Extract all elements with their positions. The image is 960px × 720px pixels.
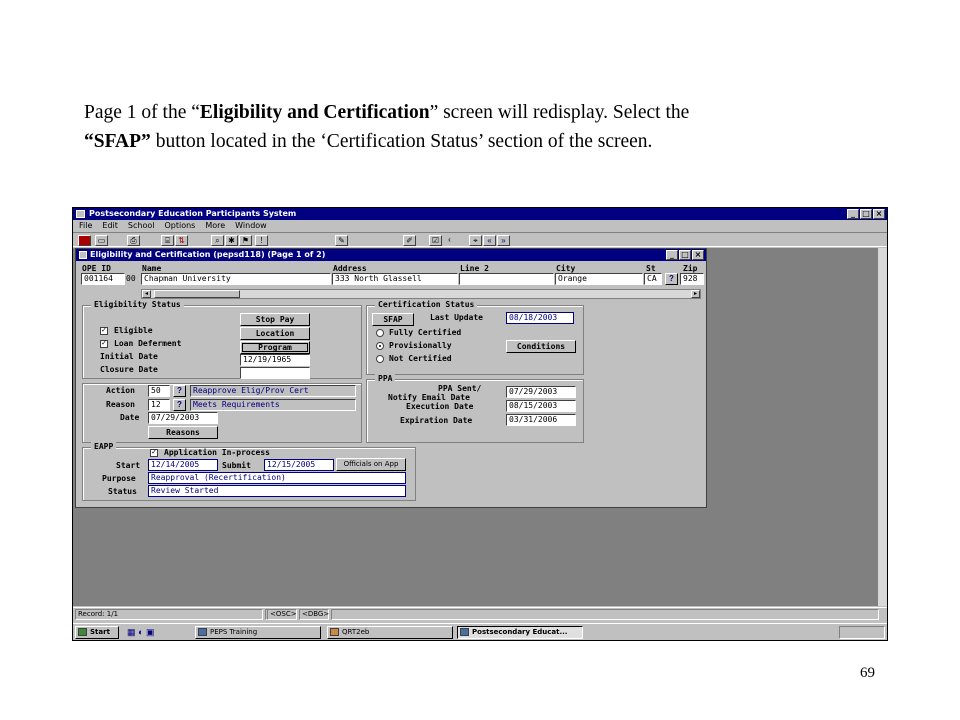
caption-text: button located in the ‘Certification Status’ section of the screen.	[150, 131, 653, 152]
form-title-bar	[76, 249, 706, 261]
instruction-caption	[84, 98, 884, 156]
taskbar-item-label: Postsecondary Educat...	[472, 628, 568, 636]
window-icon	[460, 628, 469, 636]
dbg-indicator: <DBG>	[299, 609, 329, 620]
page-number: 69	[860, 665, 875, 681]
location-button[interactable]: Location	[240, 327, 310, 340]
eligibility-status-title: Eligibility Status	[91, 300, 184, 310]
certification-status-title: Certification Status	[375, 300, 477, 310]
expiration-date-label: Expiration Date	[400, 416, 473, 425]
not-certified-label: Not Certified	[389, 354, 452, 363]
form-maximize-button[interactable]: □	[679, 250, 691, 260]
expiration-date-field[interactable]: 03/31/2006	[506, 414, 576, 426]
city-label: City	[556, 264, 576, 273]
not-certified-radio[interactable]	[376, 355, 384, 363]
ope-id-label: OPE ID	[82, 264, 111, 273]
form-minimize-button[interactable]: _	[666, 250, 678, 260]
app-title-bar	[73, 208, 887, 220]
pencil-icon[interactable]: ✐	[403, 235, 416, 246]
status-bar	[73, 607, 887, 621]
start-button[interactable]	[75, 626, 119, 639]
action-lookup-button[interactable]: ?	[173, 385, 186, 397]
menu-bar	[73, 220, 887, 232]
state-field[interactable]: CA	[644, 273, 662, 285]
search-icon[interactable]: ⌕	[211, 235, 224, 246]
zip-label: Zip	[683, 264, 698, 273]
reason-lookup-button[interactable]: ?	[173, 399, 186, 411]
menu-file[interactable]: File	[79, 221, 93, 230]
back-small-icon[interactable]: ‹	[448, 235, 451, 244]
loan-deferment-label: Loan Deferment	[114, 339, 182, 348]
purpose-label: Purpose	[102, 474, 136, 483]
status-field[interactable]: Review Started	[148, 485, 406, 497]
initial-date-label: Initial Date	[100, 352, 158, 361]
windows-logo-icon	[78, 628, 87, 636]
name-label: Name	[142, 264, 162, 273]
maximize-button[interactable]: □	[860, 209, 872, 219]
lookup-icon[interactable]: ⌖	[469, 235, 482, 246]
ope-suffix: 00	[126, 274, 136, 283]
reason-code-field[interactable]: 12	[148, 399, 170, 411]
taskbar-item-label: QRT2eb	[342, 628, 370, 636]
window-icon	[198, 628, 207, 636]
print-icon[interactable]: ⎙	[127, 235, 140, 246]
window-icon	[330, 628, 339, 636]
eligible-label: Eligible	[114, 326, 153, 335]
reason-description-field: Meets Requirements	[190, 399, 356, 411]
action-description-field: Reapprove Elig/Prov Cert	[190, 385, 356, 397]
loan-deferment-checkbox[interactable]: ✓	[101, 340, 107, 347]
action-label: Action	[106, 386, 135, 395]
taskbar	[73, 623, 887, 641]
menu-window[interactable]: Window	[235, 221, 267, 230]
reasons-button[interactable]: Reasons	[148, 426, 218, 439]
state-lookup-button[interactable]: ?	[665, 273, 678, 285]
app-icon	[76, 210, 85, 218]
form-title: Eligibility and Certification (pepsd118) (Page 1 of 2)	[90, 250, 326, 259]
caption-text: Page 1 of the “	[84, 102, 200, 123]
execution-date-field[interactable]: 08/15/2003	[506, 400, 576, 412]
eligibility-certification-window	[75, 248, 707, 508]
taskbar-peps-training[interactable]	[195, 626, 321, 639]
sort-icon[interactable]: ⇅	[175, 235, 188, 246]
toolbar	[73, 232, 887, 247]
action-date-field[interactable]: 07/29/2003	[148, 412, 218, 424]
menu-edit[interactable]: Edit	[102, 221, 118, 230]
date-label: Date	[120, 413, 140, 422]
provisionally-label: Provisionally	[389, 341, 452, 350]
purpose-field[interactable]: Reapproval (Recertification)	[148, 472, 406, 484]
scroll-left-icon[interactable]: ◂	[142, 290, 151, 298]
reason-label: Reason	[106, 400, 135, 409]
taskbar-item-label: PEPS Training	[210, 628, 258, 636]
save-icon[interactable]: ▭	[95, 235, 108, 246]
ope-id-field[interactable]: 001164	[81, 273, 125, 285]
eligible-checkbox[interactable]: ✓	[101, 327, 107, 334]
last-update-label: Last Update	[430, 313, 483, 322]
address-label: Address	[333, 264, 367, 273]
status-label: Status	[108, 487, 137, 496]
menu-school[interactable]: School	[127, 221, 155, 230]
scroll-right-icon[interactable]: ▸	[691, 290, 700, 298]
system-tray	[839, 626, 885, 639]
quick-launch[interactable]: ▦ ◐ ▣	[127, 627, 155, 637]
tools-icon[interactable]: ✱	[225, 235, 238, 246]
closure-date-field[interactable]	[240, 367, 310, 379]
start-label: Start	[116, 461, 141, 470]
eapp-title: EAPP	[91, 442, 116, 452]
zip-field[interactable]: 928	[680, 273, 704, 285]
minimize-button[interactable]: _	[847, 209, 859, 219]
previous-icon[interactable]: «	[483, 235, 496, 246]
app-screenshot	[72, 207, 888, 641]
officials-on-app-button[interactable]: Officials on App	[336, 458, 406, 471]
action-code-field[interactable]: 50	[148, 385, 170, 397]
ppa-sent-field[interactable]: 07/29/2003	[506, 386, 576, 398]
address-field[interactable]: 333 North Glassell	[332, 273, 458, 285]
state-label: St	[646, 264, 656, 273]
execution-date-label: Execution Date	[406, 402, 474, 411]
horizontal-scrollbar[interactable]	[141, 289, 701, 299]
application-in-process-label: Application In-process	[164, 448, 270, 457]
next-icon[interactable]: »	[497, 235, 510, 246]
caption-text: ” screen will redisplay. Select the	[429, 102, 690, 123]
notify-email-date-label: Notify Email Date	[388, 393, 470, 402]
taskbar-qrt2eb[interactable]	[327, 626, 453, 639]
edit-icon[interactable]: ✎	[335, 235, 348, 246]
message-panel	[331, 609, 879, 620]
app-title: Postsecondary Education Participants System	[89, 209, 297, 218]
menu-options[interactable]: Options	[164, 221, 196, 230]
conditions-button[interactable]: Conditions	[506, 340, 576, 353]
sfap-button[interactable]: SFAP	[372, 313, 414, 326]
submit-label: Submit	[222, 461, 251, 470]
start-date-field[interactable]: 12/14/2005	[148, 459, 218, 471]
caption-bold-screen-name: Eligibility and Certification	[199, 102, 430, 123]
mdi-vertical-scrollbar[interactable]	[877, 248, 887, 606]
menu-more[interactable]: More	[205, 221, 226, 230]
last-update-field[interactable]: 08/18/2003	[506, 312, 574, 324]
fully-certified-label: Fully Certified	[389, 328, 462, 337]
city-field[interactable]: Orange	[555, 273, 643, 285]
ppa-sent-label: PPA Sent/	[438, 384, 482, 393]
start-label: Start	[90, 628, 110, 636]
taskbar-postsecondary[interactable]	[457, 626, 583, 639]
record-indicator: Record: 1/1	[75, 609, 263, 620]
closure-date-label: Closure Date	[100, 365, 158, 374]
osc-indicator: <OSC>	[267, 609, 297, 620]
query-icon[interactable]: ⌸	[161, 235, 174, 246]
provisionally-radio[interactable]	[376, 342, 384, 350]
form-close-button[interactable]: ×	[692, 250, 704, 260]
mdi-workspace	[73, 248, 887, 606]
exit-icon[interactable]	[78, 235, 91, 246]
ppa-title: PPA	[375, 374, 395, 384]
initial-date-field[interactable]: 12/19/1965	[240, 354, 310, 366]
close-button[interactable]: ×	[873, 209, 885, 219]
submit-date-field[interactable]: 12/15/2005	[264, 459, 334, 471]
application-in-process-checkbox[interactable]: ✓	[151, 449, 157, 456]
exclaim-icon[interactable]: !	[255, 235, 268, 246]
line2-field[interactable]	[459, 273, 554, 285]
name-field[interactable]: Chapman University	[141, 273, 331, 285]
program-button[interactable]: Program	[240, 341, 310, 354]
scroll-thumb[interactable]	[154, 290, 240, 298]
caption-bold-button-name: “SFAP”	[84, 131, 151, 152]
form-icon	[79, 251, 87, 259]
fully-certified-radio[interactable]	[376, 329, 384, 337]
filter-icon[interactable]: ⚑	[239, 235, 252, 246]
line2-label: Line 2	[460, 264, 489, 273]
checklist-icon[interactable]: ☑	[429, 235, 442, 246]
stop-pay-button[interactable]: Stop Pay	[240, 313, 310, 326]
